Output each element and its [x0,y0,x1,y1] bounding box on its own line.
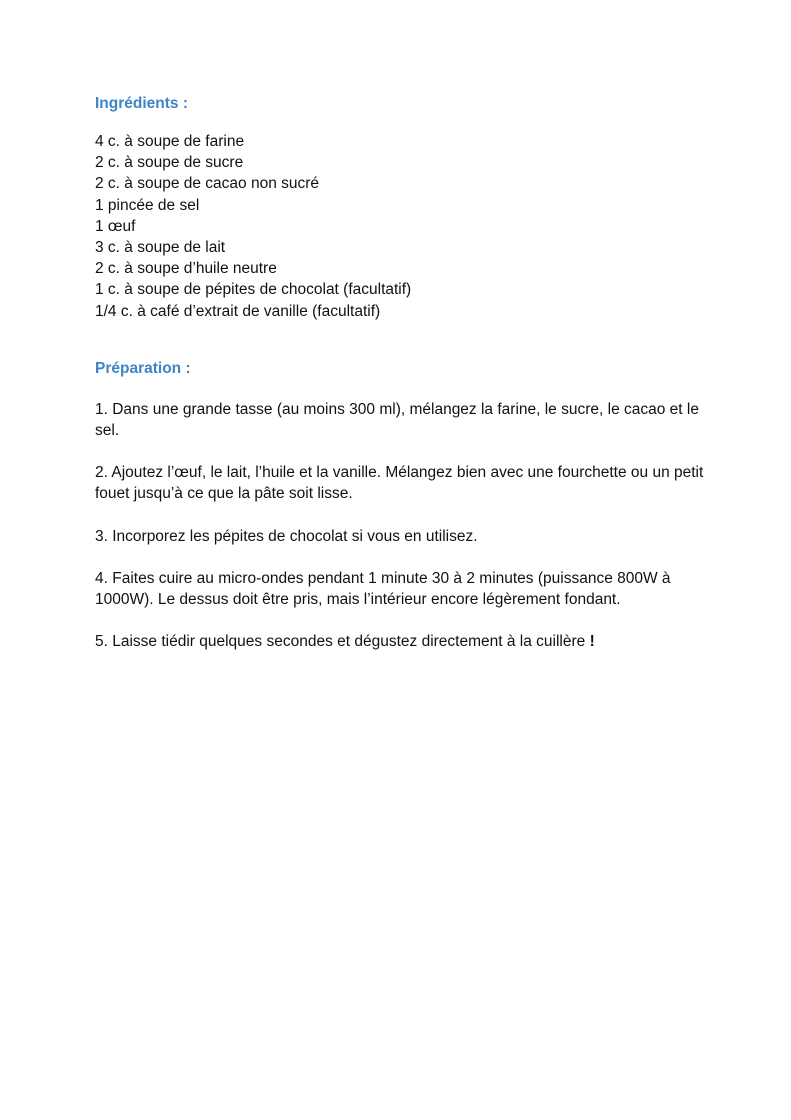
exclamation-mark: ! [589,633,595,651]
recipe-document [95,94,705,673]
ingredient-item: 1 pincée de sel [95,196,200,214]
ingredient-item: 3 c. à soupe de lait [95,239,226,257]
preparation-step-4: 4. Faites cuire au micro-ondes pendant 1 minute 30 à 2 minutes (puissance 800W à 1000W). Le dessus doit être pris, mais l’intérieur encore légèrement fondant. [95,569,671,609]
ingredient-item: 1 c. à soupe de pépites de chocolat (facultatif) [95,281,412,299]
preparation-step-5 [95,631,705,652]
ingredient-item: 2 c. à soupe d’huile neutre [95,260,277,278]
ingredient-item: 2 c. à soupe de sucre [95,154,244,172]
ingredient-item: 4 c. à soupe de farine [95,133,245,150]
preparation-steps [95,399,705,653]
preparation-step-3: 3. Incorporez les pépites de chocolat si vous en utilisez. [95,527,478,545]
ingredients-heading: Ingrédients : [95,95,189,112]
preparation-heading: Préparation : [95,359,191,377]
ingredients-list [95,131,705,322]
preparation-step-5-text: 5. Laisse tiédir quelques secondes et dégustez directement à la cuillère [95,633,586,651]
preparation-step-1: 1. Dans une grande tasse (au moins 300 ml), mélangez la farine, le sucre, le cacao et le sel. [95,400,699,440]
ingredient-item: 1/4 c. à café d’extrait de vanille (facultatif) [95,302,381,320]
preparation-step-2: 2. Ajoutez l’œuf, le lait, l’huile et la vanille. Mélangez bien avec une fourchette ou un petit fouet jusqu’à ce que la pâte soit lisse. [95,464,704,503]
ingredient-item: 1 œuf [95,217,136,235]
ingredient-item: 2 c. à soupe de cacao non sucré [95,175,320,193]
